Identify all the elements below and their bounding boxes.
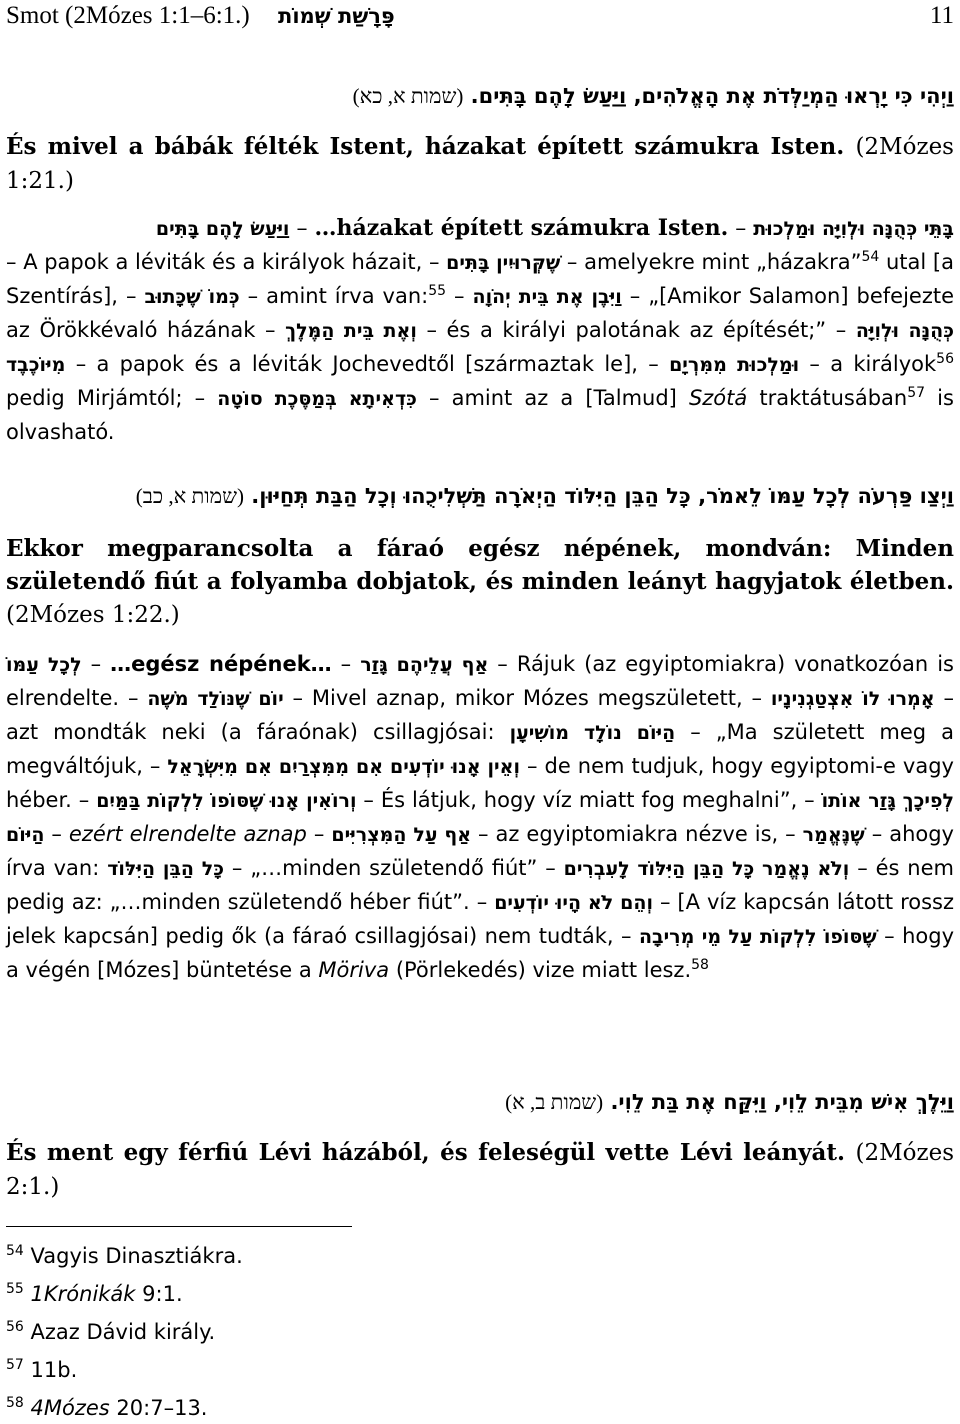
verse-1-translation (6, 130, 954, 198)
footnote-58 (6, 1396, 207, 1420)
verse-3-translation-text: És ment egy férfiú Lévi házából, és feleségül vette Lévi leányát. (6, 1139, 846, 1166)
comment2-text-13: [A víz kapcsán látott rossz jelek kapcsán] pedig ők (a fáraó csillagjósai) nem tudták, (6, 890, 954, 948)
commentary-1-line-1: וַיַּעַשׂ לָהֶם בָּתִּים – …házakat épített számukra Isten. – בָּתֵּי כְּהֻנָּה וּלְוִיָּה וּמַלְכוּת (155, 215, 954, 241)
comment2-text-5: „Ma született meg a megváltójuk, (6, 720, 954, 778)
verse-1-hebrew-text: וַיְהִי כִּי יָרְאוּ הַמְיַלְּדֹת אֶת הָאֱלֹהִים, וַיַּעַשׂ לָהֶם בָּתִּים. (470, 84, 954, 108)
comment2-hebrew-1: לְכָל עַמּוֹ (6, 654, 82, 676)
comment1-hebrew-7: כְּהֻנָּה וּלְוִיָּה מִיּוֹכֶבֶד (6, 320, 954, 376)
comment2-text-8: ezért elrendelte aznap (68, 822, 307, 846)
comment1-text-4: „házakra” (755, 250, 862, 274)
comment1-text-10: a papok és a léviták Jochevedtől (96, 352, 455, 376)
comment2-hebrew-7: וְרוֹאִין אָנוּ שֶׁסּוֹפוֹ לִלְקוֹת בַּמַּיִם (96, 790, 357, 812)
header-left (6, 2, 395, 30)
footnote-number: 58 (6, 1395, 24, 1411)
verse-2-source: (שמות א, כב) (135, 484, 244, 508)
comment2-text-9: az egyiptomiakra nézve is, (495, 822, 779, 846)
comment1-text-14: amint az a [Talmud] (451, 386, 677, 410)
page-header (6, 2, 954, 38)
comment1-hebrew-3: שֶׁקְּרוּיִין בָּתִּים (446, 252, 561, 274)
comment2-text-10: ahogy írva van: (6, 822, 954, 880)
comment2-text-14: hogy a végén [Mózes] büntetése a (6, 924, 954, 982)
comment1-hebrew-6: וְאֶת בֵּית הַמֶּלֶךְ (285, 320, 417, 342)
verse-3-source: (שמות ב, א) (505, 1090, 604, 1114)
comment2-hebrew-6: וְאֵין אָנוּ יוֹדְעִים אִם מִמִּצְרַיִם אִם מִיִּשְׂרָאֵל (167, 756, 521, 778)
comment1-hebrew-8: וּמַלְכוּת מִמִּרְיָם (669, 354, 800, 376)
comment1-hebrew-9: כִּדְאִיתָא בְּמַסֶּכֶת סוֹטָה (217, 388, 417, 410)
footnote-ref-54: 54 (861, 249, 880, 265)
comment2-hebrew-9: אַף עַל הַמִּצְרִיִּים (331, 824, 472, 846)
verse-1-source: (שמות א, כא) (352, 84, 464, 108)
comment1-hebrew-4: כְּמוֹ שֶׁכָּתוּב (144, 286, 240, 308)
footnote-ref-55: 55 (428, 283, 447, 299)
comment2-text-7: És látjuk, hogy víz miatt fog meghalni”, (380, 788, 798, 812)
verse-1-translation-text: És mivel a bábák félték Istent, házakat épített számukra Isten. (6, 133, 845, 160)
footnote-ref-57: 57 (907, 385, 926, 401)
verse-3-hebrew (6, 1090, 954, 1115)
footnote-ref-56: 56 (936, 351, 954, 367)
comment1-text-15: Szótá (688, 386, 748, 410)
comment2-text-1: …egész népének… (110, 652, 332, 676)
comment2-text-11: „…minden születendő fiút” (250, 856, 538, 880)
footnote-rule (6, 1226, 352, 1227)
comment1-text-5: utal [a Szentírás], (6, 250, 954, 308)
verse-3-translation (6, 1136, 954, 1204)
footnote-text: 20:7–13. (116, 1396, 208, 1420)
footnote-book: 1Krónikák (30, 1282, 136, 1306)
comment2-hebrew-15: עַל מֵי מְרִיבָה (638, 926, 753, 948)
comment2-hebrew-5: הַיּוֹם נוֹלָד מוֹשִׁיעָן (509, 722, 676, 744)
comment1-text-6: amint írva van: (266, 284, 429, 308)
footnote-ref-58: 58 (691, 957, 709, 973)
footnote-55 (6, 1282, 183, 1306)
verse-2-hebrew-text: וַיְצַו פַּרְעֹה לְכָל עַמּוֹ לֵאמֹר, כָּל הַבֵּן הַיִּלּוֹד הַיְאֹרָה תַּשְׁלִיכֻהוּ וְכָל הַבַּת תְּחַיּוּן. (251, 484, 954, 508)
verse-2-ref: (2Mózes 1:22.) (6, 602, 180, 628)
verse-3-hebrew-text: וַיֵּלֶךְ אִישׁ מִבֵּית לֵוִי, וַיִּקַּח אֶת בַּת לֵוִי. (610, 1090, 954, 1114)
comment2-text-2: Rájuk (az egyiptomiakra) vonatkozóan is elrendelte. (6, 652, 954, 710)
footnote-text: 9:1. (142, 1282, 183, 1306)
comment2-hebrew-13: וְהֵם לֹא הָיוּ יוֹדְעִים (494, 892, 653, 914)
comment1-text-1: …házakat épített számukra Isten. (314, 215, 729, 241)
comment2-text-3: Mivel aznap, mikor Mózes megszületett, (311, 686, 743, 710)
comment1-text-8: és a királyi (446, 318, 566, 342)
comment1-text-17: is olvasható. (6, 386, 954, 444)
verse-1-ref: (2Mózes 1:21.) (6, 134, 954, 194)
footnote-number: 57 (6, 1357, 24, 1373)
comment1-text-3: amelyekre mint (584, 250, 750, 274)
footnote-number: 56 (6, 1319, 24, 1335)
commentary-1-body: – A papok a léviták és a királyok házait, – שֶׁקְּרוּיִין בָּתִּים – amelyekre mint „házakra”$^{54}$ utal [a Szentírás], – כְּמוֹ שֶׁכָּתוּב – amint írva van:$^{55}$ – וַיִּבֶן אֶת בֵּית יְהֹוָה – „[Amikor Salamon] befejezte az Örökkévaló házának – וְאֶת בֵּית הַמֶּלֶךְ – és a királyi palotának az építését;” – כְּהֻנָּה וּלְוִיָּה מִיּוֹכֶבֶד – a papok és a léviták Jochevedtől [származtak le], – וּמַלְכוּת מִמִּרְיָם – a királyok$^{56}$ pedig Mirjámtól; – כִּדְאִיתָא בְּמַסֶּכֶת סוֹטָה – amint az a [Talmud] Szótá traktátusában$^{57}$ is olvasható. (6, 249, 954, 444)
footnote-book: 4Mózes (30, 1396, 110, 1420)
comment2-text-12: és nem pedig az: „…minden születendő héber fiút”. (6, 856, 954, 914)
comment1-text-16: traktátusában (759, 386, 908, 410)
footnote-text: Vagyis Dinasztiákra. (30, 1244, 243, 1268)
comment1-text-2: A papok a léviták és a királyok házait, (23, 250, 423, 274)
comment1-text-11: [származtak le], (465, 352, 638, 376)
comment2-text-6: de nem tudjuk, hogy egyiptomi-e vagy héber. (6, 754, 954, 812)
header-hebrew-title: פָּרָשַׁת שְׁמוֹת (278, 4, 395, 28)
page-number: 11 (929, 2, 954, 29)
comment1-text-12: a királyok (830, 352, 937, 376)
comment1-text-9: palotának az építését;” (575, 318, 827, 342)
footnote-number: 54 (6, 1243, 24, 1259)
footnote-number: 55 (6, 1281, 24, 1297)
comment2-text-16: (Pörlekedés) vize miatt lesz. (395, 958, 692, 982)
comment2-hebrew-2: אַף עֲלֵיהֶם גָּזַר (360, 654, 489, 676)
verse-3-ref: (2Mózes 2:1.) (6, 1140, 955, 1200)
verse-1-hebrew (6, 84, 954, 109)
comment2-hebrew-14: שֶׁסּוֹפוֹ לִלְקוֹת (760, 926, 877, 948)
header-book-title: Smot (2Mózes 1:1–6:1.) (6, 2, 250, 29)
comment1-hebrew-5: וַיִּבֶן אֶת בֵּית יְהֹוָה (472, 286, 622, 308)
verse-2-translation-text: Ekkor megparancsolta a fáraó egész népének, mondván: Minden születendő fiút a folyamba dobjatok, és minden leányt hagyjatok életben. (6, 535, 954, 595)
comment1-hebrew-1: וַיַּעַשׂ לָהֶם בָּתִּים (155, 218, 290, 240)
comment1-hebrew-2: בָּתֵּי כְּהֻנָּה וּלְוִיָּה וּמַלְכוּת (753, 218, 954, 240)
verse-2-hebrew (6, 484, 954, 509)
footnote-56 (6, 1320, 215, 1344)
footnote-text: Azaz Dávid király. (30, 1320, 216, 1344)
comment1-text-7: „[Amikor Salamon] befejezte az Örökkévaló házának (6, 284, 954, 342)
comment2-text-15: Möriva (318, 958, 390, 982)
comment2-hebrew-12: וְלֹא נֶאֱמַר כָּל הַבֵּן הַיִּלּוֹד לָעִבְרִים (563, 858, 850, 880)
commentary-1 (6, 212, 954, 449)
comment2-hebrew-11: כָּל הַבֵּן הַיִּלּוֹד (107, 858, 225, 880)
verse-2-translation (6, 532, 954, 632)
comment2-hebrew-10: שֶׁנֶּאֱמַר (802, 824, 865, 846)
comment2-hebrew-8: לְפִיכָךְ גָּזַר אוֹתוֹ הַיּוֹם (6, 790, 955, 846)
footnote-57 (6, 1358, 77, 1382)
footnote-text: 11b. (30, 1358, 78, 1382)
comment1-text-13: pedig Mirjámtól; (6, 386, 183, 410)
footnote-54 (6, 1244, 243, 1268)
comment2-hebrew-4: אָמְרוּ לוֹ אִצְטַגְנִינָיו (770, 688, 935, 710)
commentary-2: לְכָל עַמּוֹ – …egész népének… – אַף עֲלֵיהֶם גָּזַר – Rájuk (az egyiptomiakra) vonatkozóan is elrendelte. – יוֹם שֶׁנּוֹלַד מֹשֶׁה – Mivel aznap, mikor Mózes megszületett, – אָמְרוּ לוֹ אִצְטַגְנִינָיו – azt mondták neki (a fáraónak) csillagjósai: הַיּוֹם נוֹלָד מוֹשִׁיעָן – „Ma született meg a megváltójuk, – וְאֵין אָנוּ יוֹדְעִים אִם מִמִּצְרַיִם אִם מִיִּשְׂרָאֵל – de nem tudjuk, hogy egyiptomi-e vagy héber. – וְרוֹאִין אָנוּ שֶׁסּוֹפוֹ לִלְקוֹת בַּמַּיִם – És látjuk, hogy víz miatt fog meghalni”, – לְפִיכָךְ גָּזַר אוֹתוֹ הַיּוֹם – ezért elrendelte aznap – אַף עַל הַמִּצְרִיִּים – az egyiptomiakra nézve is, – שֶׁנֶּאֱמַר – ahogy írva van: כָּל הַבֵּן הַיִּלּוֹד – „…minden születendő fiút” – וְלֹא נֶאֱמַר כָּל הַבֵּן הַיִּלּוֹד לָעִבְרִים – és nem pedig az: „…minden születendő héber fiút”. – וְהֵם לֹא הָיוּ יוֹדְעִים – [A víz kapcsán látott rossz jelek kapcsán] pedig ők (a fáraó csillagjósai) nem tudták, – שֶׁסּוֹפוֹ לִלְקוֹת עַל מֵי מְרִיבָה – hogy a végén [Mózes] büntetése a Möriva (Pörlekedés) vize miatt lesz.$^{58}$ (6, 652, 955, 982)
comment2-text-4: azt mondták neki (a fáraónak) csillagjósai: (6, 720, 495, 744)
comment2-hebrew-3: יוֹם שֶׁנּוֹלַד מֹשֶׁה (147, 688, 284, 710)
